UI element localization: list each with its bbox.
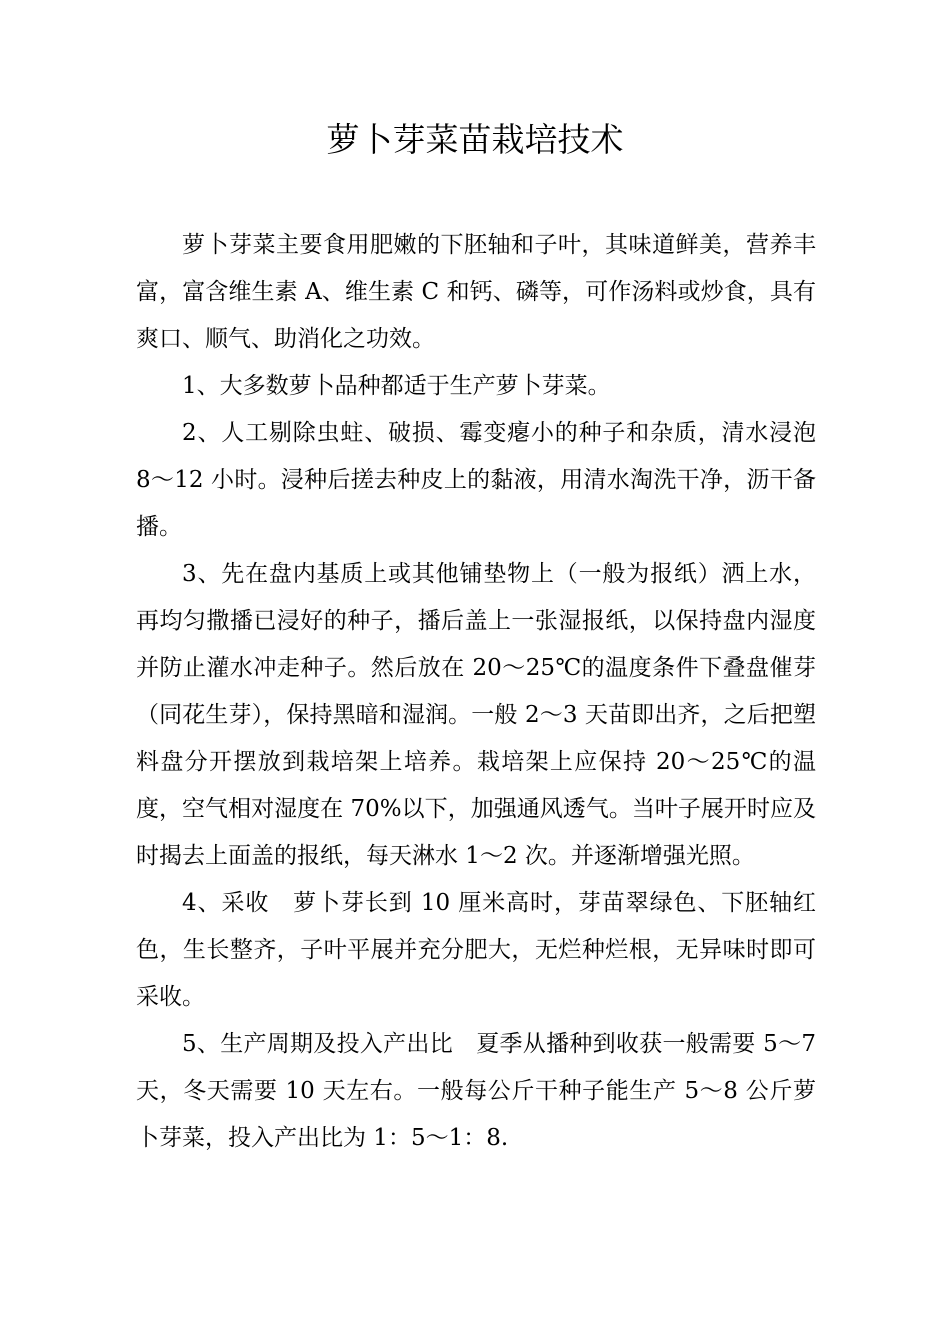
document-body (136, 222, 816, 1162)
step-2-paragraph: 2、人工剔除虫蛀、破损、霉变瘪小的种子和杂质，清水浸泡 8～12 小时。浸种后搓去种皮上的黏液，用清水淘洗干净，沥干备播。 (136, 420, 816, 540)
step-1-paragraph: 1、大多数萝卜品种都适于生产萝卜芽菜。 (182, 373, 611, 399)
document-title: 萝卜芽菜苗栽培技术 (326, 120, 624, 159)
step-3-paragraph: 3、先在盘内基质上或其他铺垫物上（一般为报纸）洒上水，再均匀撒播已浸好的种子，播后盖上一张湿报纸，以保持盘内湿度并防止灌水冲走种子。然后放在 20～25℃的温度条件下叠盘催芽（同花生芽），保持黑暗和湿润。一般 2～3 天苗即出齐，之后把塑料盘分开摆放到栽培架上培养。栽培架上应保持 20～25℃的温度，空气相对湿度在 70%以下，加强通风透气。当叶子展开时应及时揭去上面盖的报纸，每天淋水 1～2 次。并逐渐增强光照。 (136, 561, 816, 869)
intro-paragraph: 萝卜芽菜主要食用肥嫩的下胚轴和子叶，其味道鲜美，营养丰富，富含维生素 A、维生素 C 和钙、磷等，可作汤料或炒食，具有爽口、顺气、助消化之功效。 (136, 232, 816, 352)
step-5-paragraph: 5、生产周期及投入产出比 夏季从播种到收获一般需要 5～7 天，冬天需要 10 天左右。一般每公斤干种子能生产 5～8 公斤萝卜芽菜，投入产出比为 1：5～1：8. (136, 1031, 816, 1151)
step-4-paragraph: 4、采收 萝卜芽长到 10 厘米高时，芽苗翠绿色、下胚轴红色，生长整齐，子叶平展并充分肥大，无烂种烂根，无异味时即可采收。 (136, 890, 816, 1010)
